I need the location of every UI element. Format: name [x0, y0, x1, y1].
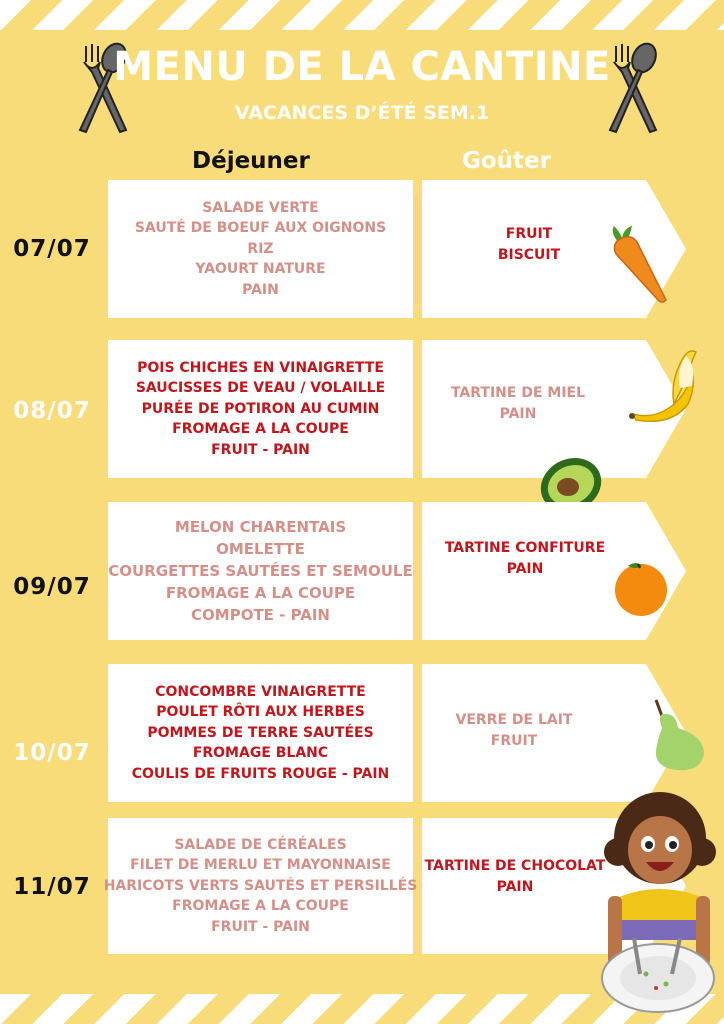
lunch-item: SAUTÉ DE BOEUF AUX OIGNONS [134, 220, 387, 237]
day-date: 10/07 [13, 740, 91, 766]
lunch-item: COURGETTES SAUTÉES ET SEMOULE [108, 562, 413, 580]
snack-item: TARTINE DE CHOCOLAT [424, 858, 606, 874]
snack-item: VERRE DE LAIT [455, 712, 573, 728]
lunch-item: FRUIT - PAIN [211, 441, 310, 458]
menu-subtitle: VACANCES D’ÉTÉ SEM.1 [234, 102, 490, 124]
snack-text-block [422, 383, 614, 424]
banana-icon [626, 346, 706, 426]
lunch-item: YAOURT NATURE [195, 261, 326, 278]
lunch-item: POULET RÔTI AUX HERBES [156, 704, 365, 721]
lunch-item: FROMAGE A LA COUPE [172, 421, 349, 438]
menu-title: MENU DE LA CANTINE [113, 44, 611, 90]
snack-text-block [422, 856, 608, 897]
snack-item: PAIN [506, 560, 544, 577]
day-date: 11/07 [13, 874, 91, 900]
snack-item: TARTINE CONFITURE [444, 540, 606, 556]
pear-icon [648, 698, 712, 772]
lunch-menu-card [108, 180, 413, 318]
snack-column-heading: Goûter [462, 148, 551, 174]
lunch-item: SALADE DE CÉRÉALES [174, 836, 347, 853]
girl-with-plate-illustration [596, 788, 722, 1014]
lunch-item: PURÉE DE POTIRON AU CUMIN [141, 400, 380, 417]
snack-item: TARTINE DE MIEL [450, 385, 586, 401]
lunch-item: FRUIT - PAIN [211, 918, 310, 935]
lunch-menu-card [108, 502, 413, 640]
lunch-item: COMPOTE - PAIN [191, 606, 330, 624]
lunch-item: RIZ [247, 240, 274, 257]
day-date: 09/07 [13, 574, 91, 600]
snack-item: FRUIT [490, 732, 538, 749]
lunch-item: OMELETTE [216, 540, 305, 558]
lunch-item: MELON CHARENTAIS [174, 518, 347, 536]
orange-icon [610, 556, 672, 618]
lunch-item: FILET DE MERLU ET MAYONNAISE [130, 857, 391, 874]
day-date: 08/07 [13, 398, 91, 424]
day-date: 07/07 [13, 236, 91, 262]
lunch-item: POMMES DE TERRE SAUTÉES [147, 724, 374, 741]
carrot-icon [604, 224, 670, 304]
snack-item: PAIN [499, 405, 537, 422]
lunch-item: PAIN [242, 281, 279, 298]
lunch-column-heading: Déjeuner [192, 148, 310, 174]
snack-item: PAIN [496, 878, 534, 895]
row-divider [414, 196, 420, 304]
lunch-menu-card [108, 664, 413, 802]
lunch-item: POIS CHICHES EN VINAIGRETTE [137, 359, 384, 376]
lunch-item: COULIS DE FRUITS ROUGE - PAIN [131, 765, 390, 782]
lunch-item: FROMAGE BLANC [192, 745, 329, 762]
lunch-item: HARICOTS VERTS SAUTÉS ET PERSILLÉS [103, 877, 418, 894]
lunch-item: CONCOMBRE VINAIGRETTE [155, 683, 366, 700]
lunch-item: SALADE VERTE [202, 199, 319, 216]
lunch-menu-card [108, 340, 413, 478]
snack-text-block [422, 710, 606, 751]
top-stripe-border [0, 0, 724, 30]
snack-item: FRUIT [505, 226, 553, 242]
lunch-item: SAUCISSES DE VEAU / VOLAILLE [135, 380, 386, 397]
lunch-item: FROMAGE A LA COUPE [172, 898, 349, 915]
lunch-menu-card [103, 818, 418, 954]
snack-item: BISCUIT [497, 246, 561, 263]
snack-text-block [422, 538, 628, 579]
lunch-item: FROMAGE A LA COUPE [165, 584, 356, 602]
